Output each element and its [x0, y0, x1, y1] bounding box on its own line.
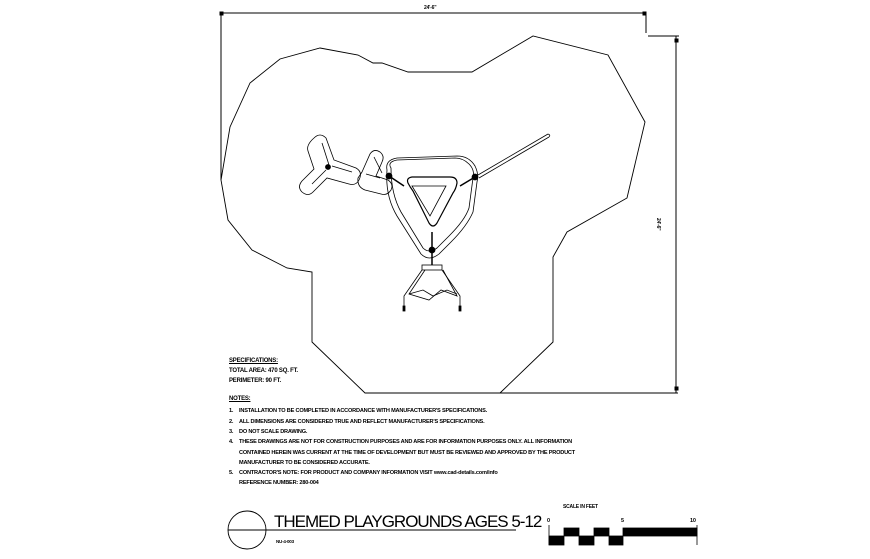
dimension-lines [220, 12, 679, 393]
note-4: 4. THESE DRAWINGS ARE NOT FOR CONSTRUCTION PURPOSES AND ARE FOR INFORMATION PURPOSES ONLY. ALL INFORMATION [229, 439, 572, 445]
note-2: 2. ALL DIMENSIONS ARE CONSIDERED TRUE AND REFLECT MANUFACTURER'S SPECIFICATIONS. [229, 419, 485, 425]
specifications-heading: SPECIFICATIONS: [229, 358, 278, 364]
note-5: 5. CONTRACTOR'S NOTE: FOR PRODUCT AND COMPANY INFORMATION VISIT www.cad-details.com/info [229, 470, 498, 476]
note-1: 1. INSTALLATION TO BE COMPLETED IN ACCORDANCE WITH MANUFACTURER'S SPECIFICATIONS. [229, 408, 488, 414]
notes-heading: NOTES: [229, 396, 251, 402]
total-area-text: TOTAL AREA: 470 SQ. FT. [229, 368, 298, 374]
site-boundary [221, 36, 645, 393]
lower-climber [403, 252, 461, 311]
perimeter-text: PERIMETER: 90 FT. [229, 378, 281, 384]
drawing-title: THEMED PLAYGROUNDS AGES 5-12 [274, 512, 542, 531]
width-dimension-label: 24'-6" [424, 5, 437, 11]
drawing-reference-code: NU-4-003 [276, 539, 294, 544]
note-3: 3. DO NOT SCALE DRAWING. [229, 429, 308, 435]
scale-bar-graphic [549, 525, 697, 545]
scale-tick-10: 10 [690, 518, 696, 524]
note-4-line-3: MANUFACTURER TO BE CONSIDERED ACCURATE. [239, 460, 370, 466]
tri-arm-climber-left [300, 135, 393, 195]
central-play-structure [386, 134, 550, 258]
scale-label: SCALE IN FEET [563, 504, 598, 510]
scale-tick-0: 0 [547, 518, 550, 524]
note-4-line-2: CONTAINED HEREIN WAS CURRENT AT THE TIME OF DEVELOPMENT BUT MUST BE REVIEWED AND APPROVED BY THE PRODUCT [239, 450, 575, 456]
scale-tick-5: 5 [621, 518, 624, 524]
height-dimension-label: 24'-6" [655, 218, 661, 231]
reference-number: REFERENCE NUMBER: 280-004 [239, 480, 319, 486]
